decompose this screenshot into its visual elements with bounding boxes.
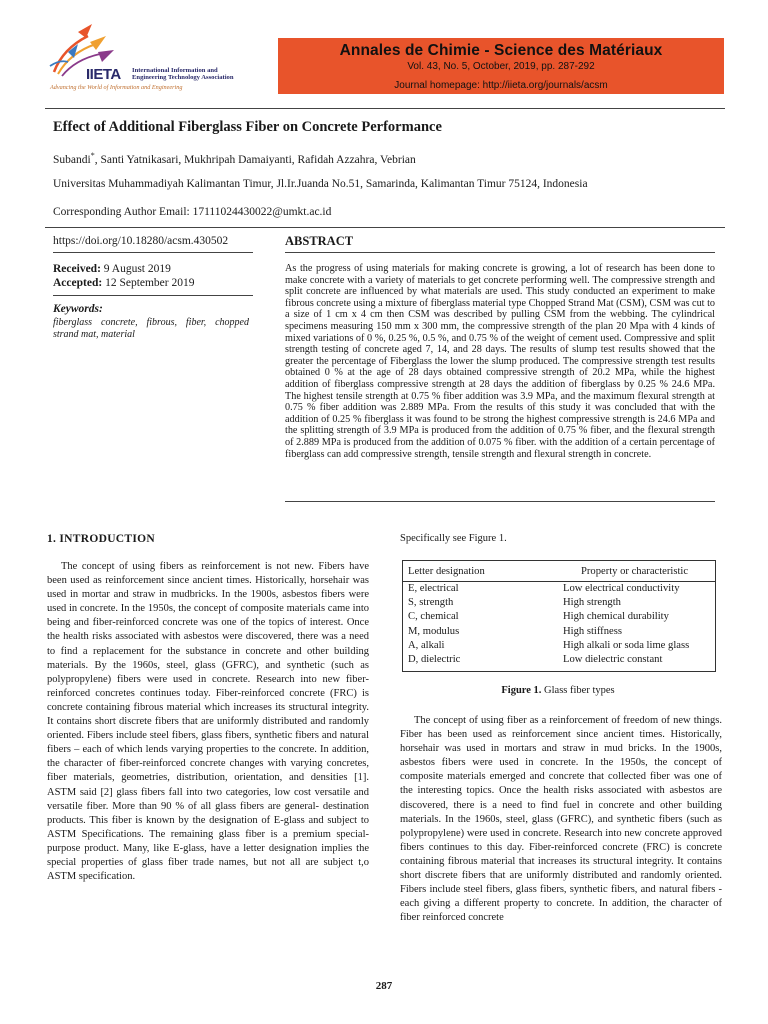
row-property: High alkali or soda lime glass [563,639,690,651]
figure-caption [402,685,714,696]
figure-caption-text: Glass fiber types [541,685,615,696]
abstract-rule-bottom [285,501,715,502]
publisher-acronym: IIETA [86,66,121,83]
row-letter: M, modulus [408,625,460,637]
abstract-heading: ABSTRACT [285,234,354,248]
journal-title: Annales de Chimie - Science des Matériaux [339,42,663,59]
row-property: High strength [563,597,621,609]
keywords-block [53,303,249,341]
doi-link[interactable]: https://doi.org/10.18280/acsm.430502 [53,235,229,247]
keywords-label: Keywords: [53,303,103,315]
header-letter-designation: Letter designation [408,566,485,577]
accepted-label: Accepted: [53,277,103,289]
publisher-logo [30,22,270,102]
row-letter: A, alkali [408,639,445,651]
section-heading-introduction: 1. INTRODUCTION [47,533,156,545]
article-title: Effect of Additional Fiberglass Fiber on Concrete Performance [53,119,442,135]
row-letter: E, electrical [408,583,459,594]
received-date: 9 August 2019 [103,263,171,275]
keywords-list: fiberglass concrete, fibrous, fiber, chopped strand mat, material [53,317,249,340]
abstract-rule-top [285,252,715,253]
publisher-tagline: Advancing the World of Information and Engineering [50,84,183,91]
abstract-text: As the progress of using materials for making concrete is growing, a lot of research has been done to make concrete with a variety of materials to get concrete performing well. The compressive strength and split concrete are influenced by what materials are used. This study conducted an experiment to make fibrous concrete using a mixture of fiberglass material type Chopped Strand Mat (CSM), CSM was cut to a size of 1 cm x 4 cm then CSM was described by pulling CSM from the webbing. The cylindrical specimens measuring 150 mm x 300 mm, the compressive strength of the plan 20 Mpa with 4 kinds of mixed variations of 0 %, 0.25 %, 0.5 %, and 0.75 % of the weight of cement used. Compressive and split strength testing of concrete aged 7, 14, and 28 days. The results of slump test results showed that the greater the percentage of Fiberglass the lower the slump produced. The compressive strength test results obtained 0 % at the age of 28 days obtained compressive strength of 20.2 MPa, while the highest addition of fiberglass compressive strength at 28 days the addition of fiberglass by 0.25 % 24.6 MPa. The highest tensile strength at 0.75 % fiber addition was 3.9 MPa, and the maximum flexural strength at 0.75 % fiber addition was 2.889 MPa. From the results of this study it was concluded that with the addition of 0.25 % fiberglass it was found to be strong the highest compressive strength is 24.6 MPa and the splitting strength of 3.9 MPa is produced from the addition of 0.75 % fiber, and the flexural strength of 2.889 MPa is produced from the addition of 0.075 % fiber. with the addition of a certain percentage of fiberglass can add compressive strength, tensile strength and flexural strength in concrete. [285,263,715,460]
row-property: High chemical durability [563,611,669,623]
author-first: Subandi [53,153,91,166]
right-column-paragraph: The concept of using fiber as a reinforcement of freedom of new things. Fiber has been used as reinforcement since ancient times. Historically, horsehair was used in mortars and straw in mud bricks. In the 1900s, asbestos fibers were used in concrete. In the 1950s, the concept of composite materials emerged and concrete that collected fiber was one of the interesting topics. Once the health risks associated with asbestos are discovered, there is a need to find fuel in concrete and other building materials. In the 1960s, steel, glass (GFRC), and synthetic fibers (such as polypropylene) were used in concrete. Research into new concrete approved fibers continues to this day. Fiber-reinforced concrete (FRC) is concrete containing fibrous material that increases its structural integrity. It contains short discrete fibers that are uniformly distributed and randomly oriented. Fibers include steel fibers, glass fibers, synthetic fibers, and natural fibers - each giving a different property to concrete. In addition, the character of fiber reinforced concrete [400,715,722,924]
glass-fiber-types-table [402,560,716,672]
row-letter: S, strength [408,597,454,609]
table-header [403,565,715,582]
row-property: Low electrical conductivity [563,583,680,594]
header-property: Property or characteristic [581,566,689,577]
intro-paragraph: The concept of using fibers as reinforcement is not new. Fibers have been used as reinforcement since ancient times. Historically, horsehair was used in mortar and straw in mudbricks. In the 1900s, asbestos fibers were used in concrete. In the 1950s, the concept of composite materials came into being and fiber-reinforced concrete was one of the topics of interest. Once the health risks associated with asbestos were discovered, there was a need to find a replacement for the substance in concrete and other building materials. By the 1960s, steel, glass (GFRC), and synthetic (such as polypropylene) fibers were used in concrete. Research into new fiber-reinforced concretes continues today. Fiber-reinforced concrete (FRC) is concrete containing fibrous material which increases its structural integrity. It contains short discrete fibers that are uniformly distributed and randomly oriented. Fibers include steel fibers, glass fibers, synthetic fibers and natural fibers – each of which lends varying properties to the concrete. In addition, the character of fiber-reinforced concrete changes with varying concretes, fiber materials, geometries, distribution, orientation, and densities [1]. ASTM said [2] glass fibers fall into two categories, low cost versatile and versatile fiber. More than 90 % of all glass fibers are general- destination products. This fiber is known by the designation of E-glass and subject to ASTM Specifications. The remaining glass fiber is a premium special-purpose product. Many, like E-glass, have a letter designation implies the special properties of glass fiber trade names, but not all are subject t,o ASTM specification. [47,561,369,883]
accepted-date: 12 September 2019 [105,277,195,289]
header-rule [45,108,725,109]
journal-volume: Vol. 43, No. 5, October, 2019, pp. 287-292 [407,61,595,72]
publisher-name-line1: International Information and [132,67,218,74]
table-row [403,611,715,625]
publisher-name-line2: Engineering Technology Association [132,74,234,81]
row-property: High stiffness [563,625,622,637]
corresponding-mark: * [90,151,95,160]
table-row [403,597,715,611]
author-rest: , Santi Yatnikasari, Mukhripah Damaiyanti, Rafidah Azzahra, Vebrian [94,153,416,166]
meta-rule [45,227,725,228]
journal-banner [278,38,724,94]
keywords-rule [53,295,253,296]
table-row [403,583,715,597]
author-list [53,151,416,166]
affiliation: Universitas Muhammadiyah Kalimantan Timur, Jl.Ir.Juanda No.51, Samarinda, Kalimantan Timur 75124, Indonesia [53,178,588,190]
row-letter: D, dielectric [408,653,461,665]
corresponding-email[interactable]: Corresponding Author Email: 17111024430022@umkt.ac.id [53,206,332,218]
figure-reference-text: Specifically see Figure 1. [400,533,507,544]
left-meta-rule [53,252,253,253]
row-property: Low dielectric constant [563,653,663,665]
table-row [403,626,715,640]
figure-caption-label: Figure 1. [501,685,542,696]
row-letter: C, chemical [408,611,459,623]
table-row [403,640,715,654]
journal-homepage[interactable]: Journal homepage: http://iieta.org/journals/acsm [394,80,608,91]
table-row [403,654,715,668]
page-number: 287 [375,980,393,992]
article-dates [53,262,195,290]
received-label: Received: [53,263,101,275]
